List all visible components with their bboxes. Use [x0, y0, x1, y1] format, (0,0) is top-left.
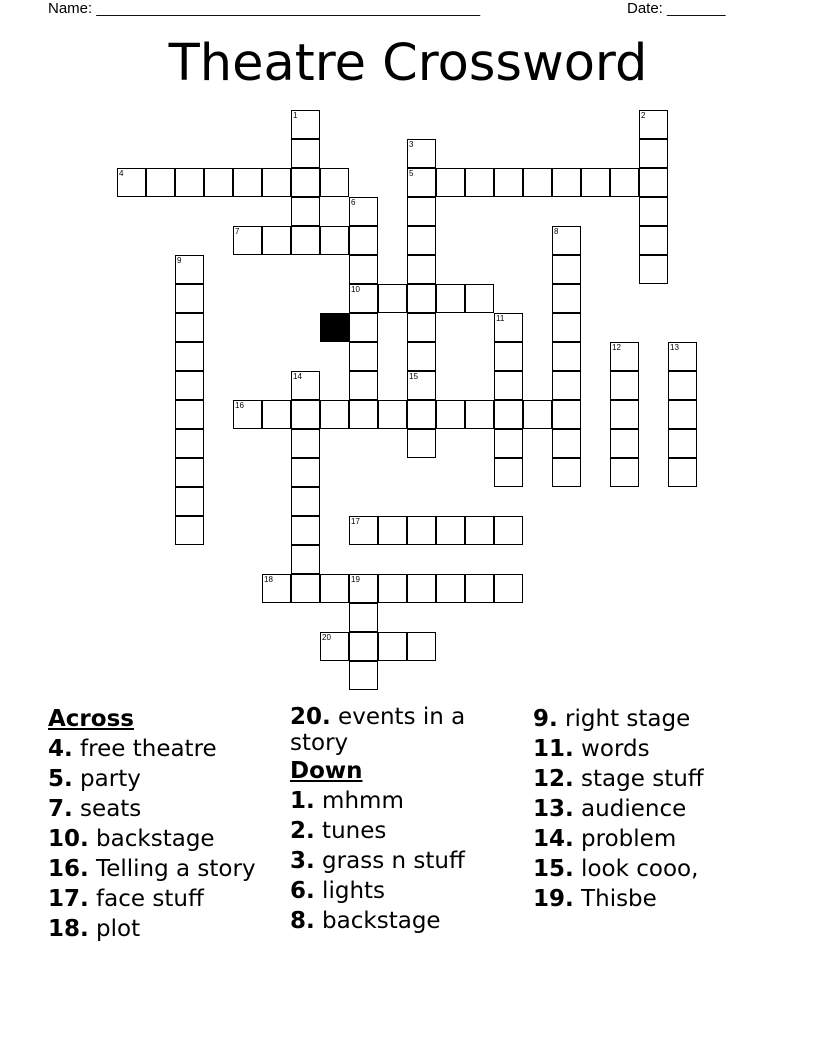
grid-cell[interactable] — [465, 400, 494, 429]
grid-cell[interactable] — [436, 400, 465, 429]
grid-cell[interactable] — [407, 168, 436, 197]
grid-cell[interactable] — [349, 603, 378, 632]
grid-cell[interactable] — [552, 400, 581, 429]
grid-cell[interactable] — [349, 284, 378, 313]
cell-number: 6 — [351, 198, 356, 207]
grid-cell[interactable] — [291, 371, 320, 400]
clue-column-2 — [290, 704, 510, 936]
clue-number: 13. — [533, 796, 574, 822]
grid-cell[interactable] — [610, 458, 639, 487]
clue-item — [533, 794, 773, 824]
grid-cell[interactable] — [465, 574, 494, 603]
grid-cell[interactable] — [610, 371, 639, 400]
clue-text: plot — [88, 916, 141, 942]
grid-cell[interactable] — [639, 168, 668, 197]
grid-cell[interactable] — [175, 458, 204, 487]
grid-cell[interactable] — [407, 516, 436, 545]
grid-cell[interactable] — [552, 226, 581, 255]
cell-number: 15 — [409, 372, 418, 381]
clue-text: free theatre — [72, 736, 217, 762]
grid-cell[interactable] — [349, 516, 378, 545]
clue-text: seats — [72, 796, 142, 822]
clue-item — [533, 704, 773, 734]
grid-cell[interactable] — [291, 139, 320, 168]
grid-cell[interactable] — [610, 342, 639, 371]
grid-cell[interactable] — [436, 168, 465, 197]
grid-cell[interactable] — [349, 197, 378, 226]
cell-number: 10 — [351, 285, 360, 294]
grid-cell[interactable] — [639, 197, 668, 226]
grid-cell[interactable] — [494, 371, 523, 400]
grid-cell[interactable] — [668, 458, 697, 487]
grid-cell[interactable] — [349, 661, 378, 690]
clue-number: 17. — [48, 886, 89, 912]
cell-number: 4 — [119, 169, 124, 178]
clue-number: 15. — [533, 856, 574, 882]
clue-text: mhmm — [314, 788, 404, 814]
grid-cell[interactable] — [262, 574, 291, 603]
grid-cell[interactable] — [407, 139, 436, 168]
grid-cell[interactable] — [291, 168, 320, 197]
clue-text: tunes — [314, 818, 387, 844]
clue-text: Thisbe — [573, 886, 657, 912]
grid-cell[interactable] — [523, 400, 552, 429]
clue-text: audience — [573, 796, 687, 822]
clue-number: 1. — [290, 788, 315, 814]
grid-cell[interactable] — [349, 632, 378, 661]
grid-cell[interactable] — [465, 516, 494, 545]
grid-cell[interactable] — [291, 226, 320, 255]
grid-cell[interactable] — [465, 284, 494, 313]
grid-cell[interactable] — [262, 400, 291, 429]
cell-number: 7 — [235, 227, 240, 236]
grid-cell[interactable] — [552, 458, 581, 487]
grid-cell[interactable] — [233, 400, 262, 429]
clue-item — [48, 764, 288, 794]
grid-cell[interactable] — [494, 458, 523, 487]
grid-cell[interactable] — [175, 400, 204, 429]
grid-cell[interactable] — [639, 255, 668, 284]
grid-cell[interactable] — [349, 400, 378, 429]
grid-cell[interactable] — [204, 168, 233, 197]
grid-cell[interactable] — [407, 197, 436, 226]
grid-cell[interactable] — [291, 197, 320, 226]
clue-item — [290, 704, 510, 756]
grid-cell[interactable] — [407, 632, 436, 661]
grid-cell[interactable] — [175, 516, 204, 545]
clue-item — [533, 734, 773, 764]
cell-number: 13 — [670, 343, 679, 352]
cell-number: 16 — [235, 401, 244, 410]
cell-number: 14 — [293, 372, 302, 381]
grid-cell[interactable] — [494, 313, 523, 342]
clue-number: 5. — [48, 766, 73, 792]
clue-item — [290, 906, 510, 936]
grid-cell[interactable] — [117, 168, 146, 197]
grid-cell[interactable] — [465, 168, 494, 197]
grid-cell[interactable] — [146, 168, 175, 197]
name-field[interactable]: Name: ______________________________________________ — [48, 0, 481, 17]
grid-cell[interactable] — [407, 284, 436, 313]
clue-number: 20. — [290, 704, 331, 730]
grid-cell[interactable] — [552, 313, 581, 342]
grid-cell[interactable] — [407, 313, 436, 342]
grid-cell[interactable] — [291, 458, 320, 487]
grid-cell[interactable] — [320, 632, 349, 661]
grid-cell[interactable] — [407, 342, 436, 371]
page-title: Theatre Crossword — [168, 34, 648, 93]
cell-number: 17 — [351, 517, 360, 526]
grid-cell[interactable] — [436, 574, 465, 603]
clue-text: backstage — [314, 908, 441, 934]
grid-cell[interactable] — [175, 284, 204, 313]
grid-cell[interactable] — [175, 371, 204, 400]
grid-cell[interactable] — [407, 255, 436, 284]
cell-number: 18 — [264, 575, 273, 584]
grid-cell[interactable] — [320, 400, 349, 429]
grid-cell[interactable] — [291, 545, 320, 574]
cell-number: 19 — [351, 575, 360, 584]
clue-item — [48, 914, 288, 944]
cell-number: 5 — [409, 169, 414, 178]
grid-cell[interactable] — [639, 226, 668, 255]
cell-number: 1 — [293, 111, 298, 120]
clue-number: 8. — [290, 908, 315, 934]
clue-text: right stage — [557, 706, 691, 732]
grid-cell[interactable] — [610, 168, 639, 197]
grid-cell[interactable] — [610, 400, 639, 429]
grid-cell[interactable] — [349, 342, 378, 371]
cell-number: 9 — [177, 256, 182, 265]
grid-cell[interactable] — [436, 516, 465, 545]
grid-cell[interactable] — [320, 226, 349, 255]
cell-number: 11 — [496, 314, 505, 323]
grid-cell[interactable] — [175, 168, 204, 197]
clue-number: 12. — [533, 766, 574, 792]
grid-cell[interactable] — [378, 284, 407, 313]
cell-number: 3 — [409, 140, 414, 149]
grid-cell[interactable] — [175, 255, 204, 284]
clue-item — [533, 854, 773, 884]
grid-cell[interactable] — [349, 255, 378, 284]
clue-item — [48, 884, 288, 914]
clue-item — [48, 794, 288, 824]
grid-cell[interactable] — [349, 226, 378, 255]
grid-cell[interactable] — [320, 574, 349, 603]
grid-cell[interactable] — [233, 226, 262, 255]
grid-cell[interactable] — [378, 400, 407, 429]
clue-number: 14. — [533, 826, 574, 852]
grid-cell[interactable] — [407, 574, 436, 603]
clue-text: Telling a story — [88, 856, 256, 882]
grid-cell[interactable] — [552, 342, 581, 371]
grid-block — [320, 313, 349, 342]
grid-cell[interactable] — [262, 226, 291, 255]
clue-number: 11. — [533, 736, 574, 762]
clue-text: stage stuff — [573, 766, 704, 792]
grid-cell[interactable] — [349, 574, 378, 603]
grid-cell[interactable] — [494, 574, 523, 603]
grid-cell[interactable] — [552, 371, 581, 400]
grid-cell[interactable] — [407, 226, 436, 255]
grid-cell[interactable] — [291, 400, 320, 429]
grid-cell[interactable] — [639, 110, 668, 139]
date-field[interactable]: Date: _______ — [627, 0, 726, 17]
grid-cell[interactable] — [291, 487, 320, 516]
clue-item — [48, 734, 288, 764]
clue-number: 6. — [290, 878, 315, 904]
clue-number: 7. — [48, 796, 73, 822]
grid-cell[interactable] — [581, 168, 610, 197]
clue-number: 10. — [48, 826, 89, 852]
clue-text: grass n stuff — [314, 848, 465, 874]
grid-cell[interactable] — [494, 342, 523, 371]
clue-number: 3. — [290, 848, 315, 874]
clue-text: lights — [314, 878, 386, 904]
grid-cell[interactable] — [668, 371, 697, 400]
clue-text: look cooo, — [573, 856, 699, 882]
clue-text: words — [573, 736, 650, 762]
clue-text: events in a story — [290, 704, 466, 756]
clue-item — [48, 824, 288, 854]
grid-cell[interactable] — [320, 168, 349, 197]
grid-cell[interactable] — [262, 168, 291, 197]
clue-item — [48, 854, 288, 884]
grid-cell[interactable] — [378, 516, 407, 545]
clue-column-3 — [533, 704, 773, 914]
grid-cell[interactable] — [494, 168, 523, 197]
grid-cell[interactable] — [349, 371, 378, 400]
clue-item — [533, 884, 773, 914]
clue-number: 9. — [533, 706, 558, 732]
grid-cell[interactable] — [552, 429, 581, 458]
grid-cell[interactable] — [233, 168, 262, 197]
grid-cell[interactable] — [523, 168, 552, 197]
clue-number: 2. — [290, 818, 315, 844]
clue-item — [290, 816, 510, 846]
clue-item — [290, 786, 510, 816]
grid-cell[interactable] — [552, 168, 581, 197]
section-heading-across: Across — [48, 706, 134, 732]
clue-item — [533, 764, 773, 794]
grid-cell[interactable] — [291, 516, 320, 545]
clue-column-1 — [48, 704, 288, 944]
cell-number: 2 — [641, 111, 646, 120]
grid-cell[interactable] — [407, 429, 436, 458]
grid-cell[interactable] — [668, 400, 697, 429]
clue-text: problem — [573, 826, 677, 852]
grid-cell[interactable] — [175, 429, 204, 458]
clue-text: party — [72, 766, 141, 792]
grid-cell[interactable] — [610, 429, 639, 458]
clue-number: 16. — [48, 856, 89, 882]
cell-number: 12 — [612, 343, 621, 352]
clue-item — [290, 846, 510, 876]
grid-cell[interactable] — [494, 400, 523, 429]
clue-number: 18. — [48, 916, 89, 942]
cell-number: 20 — [322, 633, 331, 642]
grid-cell[interactable] — [175, 487, 204, 516]
section-heading-down: Down — [290, 758, 363, 784]
grid-cell[interactable] — [494, 429, 523, 458]
clue-item — [290, 876, 510, 906]
grid-cell[interactable] — [639, 139, 668, 168]
grid-cell[interactable] — [668, 342, 697, 371]
clue-text: face stuff — [88, 886, 204, 912]
grid-cell[interactable] — [668, 429, 697, 458]
clue-item — [533, 824, 773, 854]
grid-cell[interactable] — [378, 632, 407, 661]
grid-cell[interactable] — [291, 110, 320, 139]
grid-cell[interactable] — [407, 371, 436, 400]
grid-cell[interactable] — [436, 284, 465, 313]
grid-cell[interactable] — [552, 284, 581, 313]
grid-cell[interactable] — [407, 400, 436, 429]
clue-text: backstage — [88, 826, 215, 852]
grid-cell[interactable] — [291, 429, 320, 458]
clue-number: 4. — [48, 736, 73, 762]
clue-number: 19. — [533, 886, 574, 912]
grid-cell[interactable] — [175, 313, 204, 342]
grid-cell[interactable] — [494, 516, 523, 545]
cell-number: 8 — [554, 227, 559, 236]
grid-cell[interactable] — [378, 574, 407, 603]
grid-cell[interactable] — [175, 342, 204, 371]
grid-cell[interactable] — [291, 574, 320, 603]
grid-cell[interactable] — [349, 313, 378, 342]
grid-cell[interactable] — [552, 255, 581, 284]
